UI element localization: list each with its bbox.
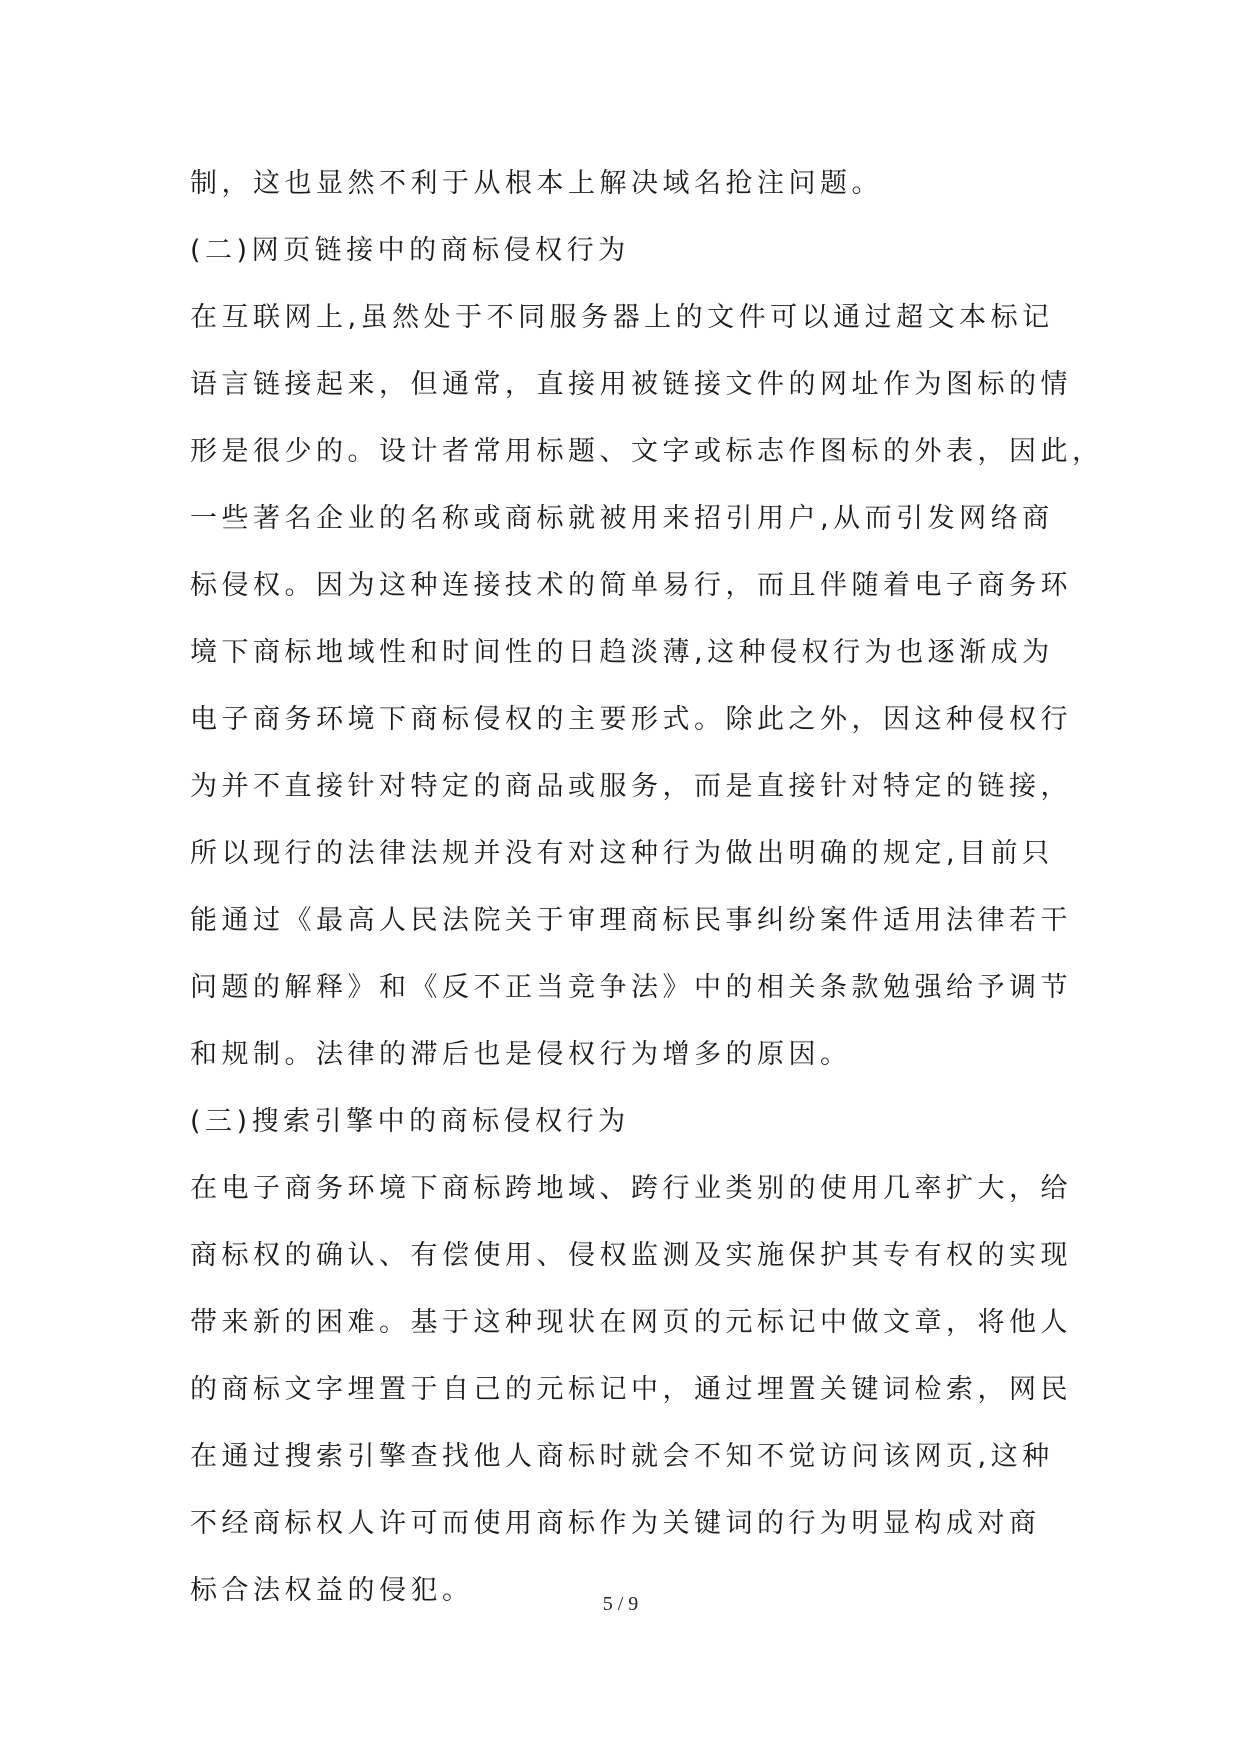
text-line: 一些著名企业的名称或商标就被用来招引用户,从而引发网络商 <box>190 503 1054 534</box>
section-heading: (二)网页链接中的商标侵权行为 <box>190 235 630 266</box>
text-line: 在通过搜索引擎查找他人商标时就会不知不觉访问该网页,这种 <box>190 1441 1054 1472</box>
text-line: 商标权的确认、有偿使用、侵权监测及实施保护其专有权的实现 <box>190 1240 1072 1271</box>
text-line: 不经商标权人许可而使用商标作为关键词的行为明显构成对商 <box>190 1508 1041 1539</box>
text-line: 电子商务环境下商标侵权的主要形式。除此之外，因这种侵权行 <box>190 704 1072 735</box>
text-line: 带来新的困难。基于这种现状在网页的元标记中做文章，将他人 <box>190 1307 1072 1338</box>
text-line: 境下商标地域性和时间性的日趋淡薄,这种侵权行为也逐渐成为 <box>190 637 1054 668</box>
section-heading: (三)搜索引擎中的商标侵权行为 <box>190 1106 630 1137</box>
text-line: 为并不直接针对特定的商品或服务，而是直接针对特定的链接， <box>190 771 1072 802</box>
page-number: 5 / 9 <box>602 1593 639 1615</box>
text-line: 能通过《最高人民法院关于审理商标民事纠纷案件适用法律若干 <box>190 905 1072 936</box>
text-line: 语言链接起来，但通常，直接用被链接文件的网址作为图标的情 <box>190 369 1072 400</box>
text-line: 标合法权益的侵犯。 <box>190 1575 474 1606</box>
text-line: 在互联网上,虽然处于不同服务器上的文件可以通过超文本标记 <box>190 302 1054 333</box>
text-line: 和规制。法律的滞后也是侵权行为增多的原因。 <box>190 1039 852 1070</box>
text-line: 形是很少的。设计者常用标题、文字或标志作图标的外表，因此， <box>190 436 1104 467</box>
text-line: 在电子商务环境下商标跨地域、跨行业类别的使用几率扩大，给 <box>190 1173 1072 1204</box>
body-text <box>190 150 1104 1624</box>
text-line: 问题的解释》和《反不正当竞争法》中的相关条款勉强给予调节 <box>190 972 1072 1003</box>
text-line: 的商标文字埋置于自己的元标记中，通过埋置关键词检索，网民 <box>190 1374 1072 1405</box>
text-line: 制，这也显然不利于从根本上解决域名抢注问题。 <box>190 168 883 199</box>
text-line: 所以现行的法律法规并没有对这种行为做出明确的规定,目前只 <box>190 838 1054 869</box>
text-line: 标侵权。因为这种连接技术的简单易行，而且伴随着电子商务环 <box>190 570 1072 601</box>
